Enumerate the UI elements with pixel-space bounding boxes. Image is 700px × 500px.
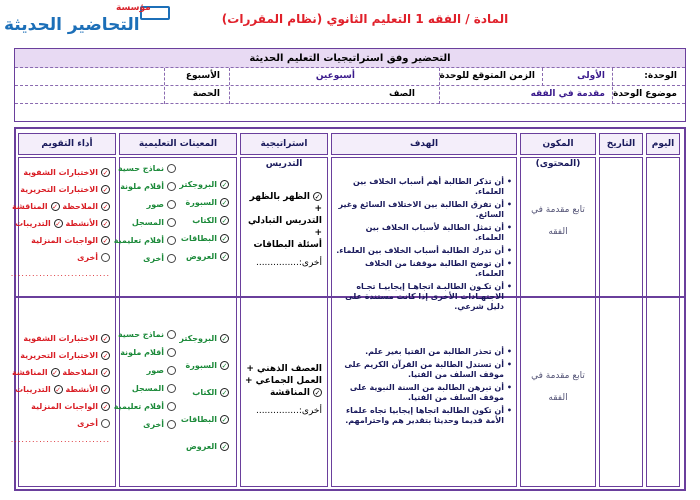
resource-item: البروجكتر bbox=[179, 180, 217, 189]
goal-item: • أن تحذر الطالبة من الفتيا بغير علم. bbox=[334, 347, 512, 357]
resource-item: أخرى bbox=[143, 420, 164, 429]
assessment-item: المناقشة bbox=[12, 368, 48, 377]
other-label: أخرى: bbox=[298, 258, 322, 268]
option-circle[interactable] bbox=[101, 253, 110, 262]
check-icon: ✓ bbox=[102, 203, 109, 211]
other-dots: ............... bbox=[255, 258, 299, 268]
option-circle[interactable] bbox=[167, 402, 176, 411]
row1-component: تابع مقدمة في الفقه bbox=[531, 205, 585, 237]
check-icon: ✓ bbox=[102, 237, 109, 245]
resource-item: السبورة bbox=[185, 361, 217, 370]
week-label: الأسبوع bbox=[185, 71, 220, 81]
assessment-item: الواجبات المنزلية bbox=[31, 402, 98, 411]
resource-item: نماذج حسية bbox=[117, 330, 164, 339]
resource-item: أقلام ملونة bbox=[120, 348, 164, 357]
check-icon: ✓ bbox=[102, 386, 109, 394]
other-label: أخرى: bbox=[298, 406, 322, 416]
col-assessment: أداء التقويم bbox=[18, 133, 116, 155]
topic-value: مقدمة في الفقه bbox=[530, 89, 605, 99]
check-icon: ✓ bbox=[221, 362, 228, 370]
resource-item: المسجل bbox=[131, 384, 164, 393]
col-strategy: استراتيجية التدريس bbox=[240, 133, 328, 155]
row2-resources-b bbox=[113, 329, 176, 437]
resource-item: صور bbox=[146, 200, 164, 209]
row1-strategies bbox=[244, 191, 322, 269]
check-icon: ✓ bbox=[221, 253, 228, 261]
check-icon: ✓ bbox=[221, 416, 228, 424]
check-icon: ✓ bbox=[102, 369, 109, 377]
option-circle[interactable] bbox=[167, 236, 176, 245]
check-icon: ✓ bbox=[221, 181, 228, 189]
period-label: الحصة bbox=[192, 89, 220, 99]
check-icon: ✓ bbox=[52, 203, 59, 211]
row2-component: تابع مقدمة في الفقه bbox=[531, 371, 585, 403]
row2-goals bbox=[334, 347, 512, 429]
strategy-item: الظهر بالظهر + bbox=[249, 192, 322, 214]
resource-item: السبورة bbox=[185, 198, 217, 207]
check-icon: ✓ bbox=[102, 220, 109, 228]
option-circle[interactable] bbox=[167, 330, 176, 339]
check-icon: ✓ bbox=[52, 369, 59, 377]
unit-label: الوحدة: bbox=[644, 71, 677, 81]
option-circle[interactable] bbox=[167, 384, 176, 393]
goal-item: • أن تستدل الطالبة من القرآن الكريم على موقف السلف من الفتيا. bbox=[334, 360, 512, 380]
strategy-item: العصف الذهني + bbox=[246, 364, 322, 374]
header-title: التحضير وفق استراتيجيات التعليم الحديثة bbox=[15, 49, 685, 68]
row1-assessment bbox=[12, 167, 110, 269]
check-icon: ✓ bbox=[102, 352, 109, 360]
check-icon: ✓ bbox=[102, 169, 109, 177]
assessment-item: الملاحظة bbox=[62, 202, 98, 211]
time-label: الزمن المتوقع للوحدة bbox=[439, 71, 535, 81]
option-circle[interactable] bbox=[101, 419, 110, 428]
check-icon: ✓ bbox=[102, 403, 109, 411]
assessment-item: التدريبات bbox=[15, 385, 51, 394]
assessment-item: التدريبات bbox=[15, 219, 51, 228]
check-icon: ✓ bbox=[314, 193, 321, 201]
resource-item: البطاقات bbox=[180, 234, 217, 243]
resource-item: المسجل bbox=[131, 218, 164, 227]
check-icon: ✓ bbox=[55, 386, 62, 394]
check-icon: ✓ bbox=[102, 186, 109, 194]
col-component: المكون (المحتوى) bbox=[520, 133, 596, 155]
strategy-item: أسئلة البطاقات bbox=[253, 240, 322, 250]
page-title: المادة / الفقه 1 التعليم الثانوي (نظام المقررات) bbox=[221, 12, 509, 26]
unit-info-header bbox=[14, 48, 686, 122]
option-circle[interactable] bbox=[167, 254, 176, 263]
check-icon: ✓ bbox=[221, 335, 228, 343]
resource-item: البطاقات bbox=[180, 415, 217, 424]
other-dots: ............... bbox=[255, 406, 299, 416]
goal-item: • أن تفرق الطالبة بين الاختلاف السائغ وغير السائغ. bbox=[334, 200, 512, 220]
option-circle[interactable] bbox=[167, 348, 176, 357]
header-row-1 bbox=[15, 68, 685, 86]
goal-item: • أن توضح الطالبة موقفنا من الخلاف العلماء. bbox=[334, 259, 512, 279]
topic-label: موضوع الوحدة bbox=[613, 89, 677, 99]
resource-item: أفلام تعليمية bbox=[113, 236, 164, 245]
row2-assessment bbox=[12, 333, 110, 435]
resource-item: الكتاب bbox=[192, 216, 217, 225]
assessment-item: الاختبارات الشفوية bbox=[23, 168, 98, 177]
check-icon: ✓ bbox=[221, 443, 228, 451]
resource-item: نماذج حسية bbox=[117, 164, 164, 173]
goal-item: • أن تكـون الطالبـة اتجاهـا إيجابيـا تجـاه الاجتهـادات الأخرى إذا كانت مستندة على دليل شرعي. bbox=[334, 282, 512, 312]
goal-item: • أن تذكر الطالبة أهم أسباب الخلاف بين العلماء. bbox=[334, 177, 512, 197]
check-icon: ✓ bbox=[102, 335, 109, 343]
unit-value: الأولى bbox=[577, 71, 605, 81]
col-day: اليوم bbox=[646, 133, 680, 155]
goal-item: • أن تبرهن الطالبة من السنة النبوية على موقف السلف من الفتيا. bbox=[334, 383, 512, 403]
row1-resources-a bbox=[179, 179, 229, 269]
assessment-item: الاختبارات التحريرية bbox=[20, 185, 98, 194]
row2-strategies bbox=[244, 363, 322, 417]
resource-item: أخرى bbox=[143, 254, 164, 263]
assessment-item: الاختبارات التحريرية bbox=[20, 351, 98, 360]
check-icon: ✓ bbox=[221, 199, 228, 207]
check-icon: ✓ bbox=[314, 389, 321, 397]
header-row-2 bbox=[15, 86, 685, 104]
logo-top-text: مؤسسة bbox=[116, 3, 151, 13]
assessment-item: الاختبارات الشفوية bbox=[23, 334, 98, 343]
option-circle[interactable] bbox=[167, 200, 176, 209]
col-date: التاريخ bbox=[599, 133, 643, 155]
assessment-item: أخرى bbox=[77, 253, 98, 262]
check-icon: ✓ bbox=[221, 235, 228, 243]
col-resources: المعينات التعليمية bbox=[119, 133, 237, 155]
resource-item: العروض bbox=[186, 252, 217, 261]
goal-item: • أن تكون الطالبة اتجاها إيجابيا تجاه علماء الأمة قديما وحديثا بتقدير هم واحترامهم. bbox=[334, 406, 512, 426]
resource-item: العروض bbox=[186, 442, 217, 451]
resource-item: البروجكتر bbox=[179, 334, 217, 343]
class-label: الصف bbox=[388, 89, 415, 99]
row1-dots: ............................ bbox=[10, 269, 110, 278]
assessment-item: الأنشطة bbox=[65, 385, 98, 394]
resource-item: أفلام تعليمية bbox=[113, 402, 164, 411]
resource-item: الكتاب bbox=[192, 388, 217, 397]
goal-item: • أن تدرك الطالبة أسباب الخلاف بين العلماء. bbox=[334, 246, 512, 256]
check-icon: ✓ bbox=[221, 217, 228, 225]
option-circle[interactable] bbox=[167, 182, 176, 191]
strategy-item: التدريس التبادلي + bbox=[247, 216, 322, 238]
check-icon: ✓ bbox=[55, 220, 62, 228]
logo bbox=[4, 3, 174, 43]
lesson-plan-table bbox=[10, 127, 686, 491]
time-value: أسبوعين bbox=[315, 71, 355, 81]
strategy-item: العمل الجماعي + bbox=[244, 376, 322, 386]
resource-item: صور bbox=[146, 366, 164, 375]
strategy-item: المناقشة bbox=[269, 388, 310, 398]
row2-resources-a bbox=[179, 333, 229, 459]
option-circle[interactable] bbox=[167, 420, 176, 429]
row2-dots: ............................ bbox=[10, 435, 110, 444]
goal-item: • أن تمثل الطالبة لأسباب الخلاف بين العلماء. bbox=[334, 223, 512, 243]
assessment-item: الملاحظة bbox=[62, 368, 98, 377]
assessment-item: أخرى bbox=[77, 419, 98, 428]
check-icon: ✓ bbox=[221, 389, 228, 397]
assessment-item: الأنشطة bbox=[65, 219, 98, 228]
col-goal: الهدف bbox=[331, 133, 517, 155]
option-circle[interactable] bbox=[167, 164, 176, 173]
assessment-item: الواجبات المنزلية bbox=[31, 236, 98, 245]
resource-item: أقلام ملونة bbox=[120, 182, 164, 191]
row1-goals bbox=[334, 177, 512, 315]
logo-main-text: التحاضير الحديثة bbox=[4, 15, 140, 35]
row1-resources-b bbox=[113, 163, 176, 271]
assessment-item: المناقشة bbox=[12, 202, 48, 211]
option-circle[interactable] bbox=[167, 366, 176, 375]
option-circle[interactable] bbox=[167, 218, 176, 227]
